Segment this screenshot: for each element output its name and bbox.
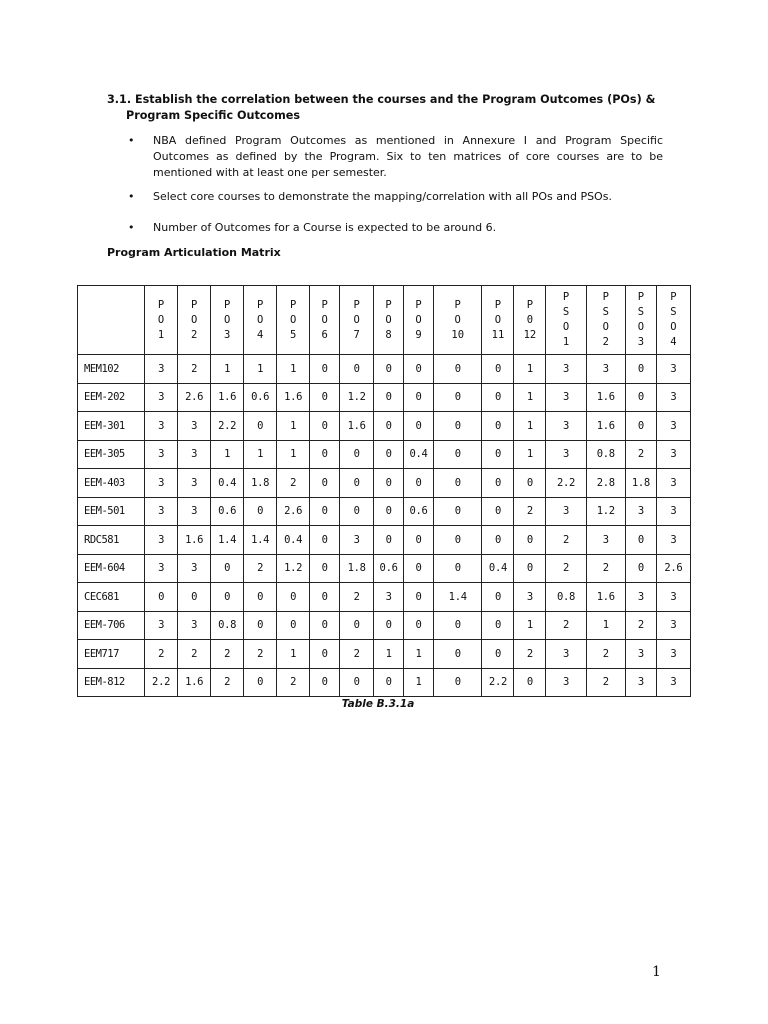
value-cell: 2 [244,640,277,669]
value-cell: 0 [310,554,340,583]
value-cell: 0 [433,440,482,469]
value-cell: 2 [145,640,178,669]
value-cell: 2 [514,497,546,526]
header-label: P O 6 [321,298,328,341]
value-cell: 1.6 [340,412,374,441]
value-cell: 0.6 [211,497,244,526]
value-cell: 3 [656,640,690,669]
value-cell: 1.6 [178,668,211,697]
course-code-cell: RDC581 [78,526,145,555]
value-cell: 0 [310,668,340,697]
header-cell [656,286,690,355]
course-code-cell: EEM-301 [78,412,145,441]
value-cell: 3 [656,583,690,612]
value-cell: 2.6 [277,497,310,526]
value-cell: 0 [404,526,434,555]
value-cell: 3 [625,497,656,526]
course-code-cell: MEM102 [78,355,145,384]
value-cell: 2 [211,640,244,669]
value-cell: 3 [514,583,546,612]
value-cell: 0 [374,497,404,526]
value-cell: 2 [586,668,625,697]
header-label: P S O 2 [602,291,609,348]
table-row [78,412,691,441]
header-cell-blank [78,286,145,355]
value-cell: 0 [310,383,340,412]
table-row [78,640,691,669]
value-cell: 1 [244,440,277,469]
header-label: P O 4 [256,298,264,341]
value-cell: 0 [625,554,656,583]
table-row [78,611,691,640]
value-cell: 0 [374,526,404,555]
value-cell: 0 [340,440,374,469]
value-cell: 0 [482,383,514,412]
value-cell: 1.4 [433,583,482,612]
section-heading [107,92,687,124]
value-cell: 0 [625,526,656,555]
value-cell: 3 [145,554,178,583]
table-caption-text: Table B.3.1a [341,698,415,710]
value-cell: 0 [374,355,404,384]
course-code-cell: EEM-604 [78,554,145,583]
value-cell: 1.2 [277,554,310,583]
value-cell: 3 [145,497,178,526]
value-cell: 0.8 [586,440,625,469]
course-code-cell: EEM-305 [78,440,145,469]
header-cell [277,286,310,355]
value-cell: 0 [482,583,514,612]
header-cell [244,286,277,355]
bullet-text: Number of Outcomes for a Course is expected to be around 6. [153,221,497,234]
value-cell: 0 [340,611,374,640]
bullet-marker: • [128,190,135,203]
value-cell: 1.6 [277,383,310,412]
value-cell: 3 [656,412,690,441]
value-cell: 3 [546,640,586,669]
value-cell: 0 [277,611,310,640]
value-cell: 2.2 [546,469,586,498]
value-cell: 0 [482,469,514,498]
value-cell: 1.6 [586,412,625,441]
header-label: P O 3 [223,298,231,341]
value-cell: 0 [625,355,656,384]
header-cell [374,286,404,355]
course-code-cell: EEM-202 [78,383,145,412]
value-cell: 2 [546,554,586,583]
value-cell: 3 [625,668,656,697]
value-cell: 3 [656,497,690,526]
bullet-list [128,133,663,236]
header-cell [211,286,244,355]
value-cell: 1.6 [586,583,625,612]
value-cell: 1.4 [211,526,244,555]
value-cell: 3 [546,355,586,384]
value-cell: 0 [514,526,546,555]
value-cell: 2 [277,668,310,697]
table-row [78,440,691,469]
value-cell: 0 [374,611,404,640]
table-row [78,355,691,384]
header-cell [482,286,514,355]
value-cell: 3 [178,412,211,441]
course-code-cell: CEC681 [78,583,145,612]
value-cell: 2 [514,640,546,669]
value-cell: 3 [178,497,211,526]
value-cell: 0.4 [404,440,434,469]
value-cell: 0 [310,355,340,384]
value-cell: 1.6 [178,526,211,555]
course-code-cell: EEM-403 [78,469,145,498]
header-cell [546,286,586,355]
value-cell: 2.8 [586,469,625,498]
value-cell: 3 [178,440,211,469]
value-cell: 0 [211,554,244,583]
table-row [78,383,691,412]
value-cell: 0 [310,497,340,526]
header-cell [404,286,434,355]
value-cell: 1 [404,668,434,697]
value-cell: 3 [546,668,586,697]
value-cell: 0 [482,526,514,555]
value-cell: 1 [514,440,546,469]
value-cell: 0 [310,412,340,441]
header-label: P S O 1 [562,291,570,348]
header-cell [145,286,178,355]
value-cell: 0.4 [277,526,310,555]
value-cell: 0.8 [546,583,586,612]
value-cell: 0 [482,412,514,441]
value-cell: 0 [482,355,514,384]
value-cell: 2 [546,611,586,640]
value-cell: 2.2 [211,412,244,441]
value-cell: 3 [145,440,178,469]
articulation-matrix-table [77,285,691,697]
value-cell: 3 [586,355,625,384]
value-cell: 1 [277,412,310,441]
value-cell: 1.8 [340,554,374,583]
value-cell: 3 [586,526,625,555]
header-cell [514,286,546,355]
value-cell: 0 [310,611,340,640]
value-cell: 0 [277,583,310,612]
value-cell: 0 [244,668,277,697]
value-cell: 3 [625,640,656,669]
value-cell: 0 [482,497,514,526]
value-cell: 3 [145,611,178,640]
value-cell: 3 [374,583,404,612]
value-cell: 3 [178,611,211,640]
value-cell: 1 [514,412,546,441]
value-cell: 1.2 [586,497,625,526]
header-label: P O 10 [451,298,465,341]
value-cell: 0 [404,583,434,612]
value-cell: 0 [404,469,434,498]
value-cell: 2 [546,526,586,555]
value-cell: 2 [244,554,277,583]
value-cell: 2 [178,640,211,669]
header-label: P 0 12 [523,298,537,341]
header-label: P O 2 [190,298,198,341]
value-cell: 1 [244,355,277,384]
value-cell: 0 [404,611,434,640]
value-cell: 3 [145,469,178,498]
value-cell: 0 [340,469,374,498]
matrix-title: Program Articulation Matrix [107,246,281,259]
value-cell: 0 [374,383,404,412]
table-row [78,497,691,526]
value-cell: 3 [656,668,690,697]
value-cell: 0 [244,583,277,612]
value-cell: 0 [514,668,546,697]
value-cell: 1 [514,611,546,640]
value-cell: 3 [656,526,690,555]
value-cell: 1 [277,355,310,384]
value-cell: 0 [178,583,211,612]
value-cell: 2.2 [482,668,514,697]
page-number: 1 [652,964,661,980]
table-body [78,355,691,697]
header-cell [178,286,211,355]
bullet-text: NBA defined Program Outcomes as mentioned in Annexure I and Program Specific Outcomes as defined by the Program. Six to ten matrices of core courses are to be mentioned with at least one per semester. [153,134,663,179]
value-cell: 0.6 [244,383,277,412]
value-cell: 0 [625,383,656,412]
table-caption [0,698,768,710]
value-cell: 0 [404,355,434,384]
value-cell: 1 [277,440,310,469]
value-cell: 0 [244,611,277,640]
value-cell: 1.6 [211,383,244,412]
value-cell: 0 [340,497,374,526]
value-cell: 0.6 [374,554,404,583]
value-cell: 2 [625,611,656,640]
value-cell: 1 [404,640,434,669]
value-cell: 0 [404,412,434,441]
header-label: P S O 3 [637,291,645,348]
value-cell: 3 [656,611,690,640]
value-cell: 0 [310,469,340,498]
value-cell: 0 [145,583,178,612]
value-cell: 0 [433,554,482,583]
value-cell: 3 [145,355,178,384]
value-cell: 3 [546,497,586,526]
value-cell: 3 [546,383,586,412]
header-label: P O 5 [289,298,297,341]
value-cell: 0 [433,412,482,441]
value-cell: 0 [514,469,546,498]
value-cell: 2 [340,640,374,669]
header-cell [586,286,625,355]
value-cell: 2 [211,668,244,697]
value-cell: 1 [514,355,546,384]
value-cell: 0 [625,412,656,441]
bullet-item [128,220,663,236]
value-cell: 0 [482,440,514,469]
value-cell: 0 [310,526,340,555]
value-cell: 1 [211,355,244,384]
value-cell: 3 [145,383,178,412]
bullet-item [128,133,663,181]
value-cell: 3 [145,526,178,555]
value-cell: 3 [656,355,690,384]
value-cell: 0 [374,668,404,697]
value-cell: 0 [374,440,404,469]
value-cell: 1 [277,640,310,669]
bullet-marker: • [128,221,135,234]
value-cell: 0 [374,412,404,441]
value-cell: 0.6 [404,497,434,526]
value-cell: 3 [656,383,690,412]
header-cell [625,286,656,355]
value-cell: 0 [514,554,546,583]
value-cell: 3 [656,469,690,498]
value-cell: 0 [433,469,482,498]
value-cell: 3 [625,583,656,612]
value-cell: 0 [340,355,374,384]
course-code-cell: EEM-812 [78,668,145,697]
value-cell: 0 [433,668,482,697]
course-code-cell: EEM717 [78,640,145,669]
value-cell: 1.2 [340,383,374,412]
value-cell: 3 [340,526,374,555]
value-cell: 0 [310,583,340,612]
value-cell: 0 [482,611,514,640]
table-row [78,583,691,612]
value-cell: 0 [433,355,482,384]
header-label: P O 11 [491,298,505,341]
value-cell: 0 [433,640,482,669]
value-cell: 2.6 [178,383,211,412]
value-cell: 2 [178,355,211,384]
section-heading-line2: Program Specific Outcomes [126,109,301,122]
value-cell: 1.4 [244,526,277,555]
value-cell: 1.6 [586,383,625,412]
value-cell: 3 [145,412,178,441]
value-cell: 0 [310,640,340,669]
value-cell: 3 [178,469,211,498]
value-cell: 1 [586,611,625,640]
value-cell: 2 [586,640,625,669]
value-cell: 1 [374,640,404,669]
value-cell: 0 [374,469,404,498]
course-code-cell: EEM-706 [78,611,145,640]
value-cell: 0 [404,383,434,412]
header-cell [433,286,482,355]
value-cell: 2 [340,583,374,612]
value-cell: 3 [178,554,211,583]
course-code-cell: EEM-501 [78,497,145,526]
value-cell: 0 [433,526,482,555]
value-cell: 2 [586,554,625,583]
value-cell: 1 [514,383,546,412]
value-cell: 0 [340,668,374,697]
header-label: P O 9 [415,298,422,341]
bullet-marker: • [128,134,135,147]
value-cell: 2.6 [656,554,690,583]
value-cell: 0.8 [211,611,244,640]
table-row [78,469,691,498]
value-cell: 0 [433,497,482,526]
value-cell: 1.8 [244,469,277,498]
value-cell: 1 [211,440,244,469]
bullet-text: Select core courses to demonstrate the mapping/correlation with all POs and PSOs. [153,190,612,203]
value-cell: 0.4 [211,469,244,498]
value-cell: 0 [433,383,482,412]
value-cell: 1.8 [625,469,656,498]
value-cell: 3 [546,440,586,469]
value-cell: 3 [546,412,586,441]
value-cell: 0 [433,611,482,640]
value-cell: 2.2 [145,668,178,697]
header-label: P O 1 [157,298,165,341]
value-cell: 2 [625,440,656,469]
table-row [78,526,691,555]
section-heading-line1: 3.1. Establish the correlation between the courses and the Program Outcomes (POs) & [107,93,656,106]
value-cell: 0 [404,554,434,583]
value-cell: 0 [211,583,244,612]
value-cell: 0.4 [482,554,514,583]
header-label: P S O 4 [670,291,677,348]
value-cell: 3 [656,440,690,469]
table-row [78,668,691,697]
table-row [78,554,691,583]
header-label: P O 7 [353,298,360,341]
header-label: P O 8 [385,298,392,341]
value-cell: 2 [277,469,310,498]
header-cell [340,286,374,355]
table-header-row [78,286,691,355]
value-cell: 0 [310,440,340,469]
header-cell [310,286,340,355]
value-cell: 0 [482,640,514,669]
value-cell: 0 [244,412,277,441]
value-cell: 0 [244,497,277,526]
bullet-item [128,189,663,205]
